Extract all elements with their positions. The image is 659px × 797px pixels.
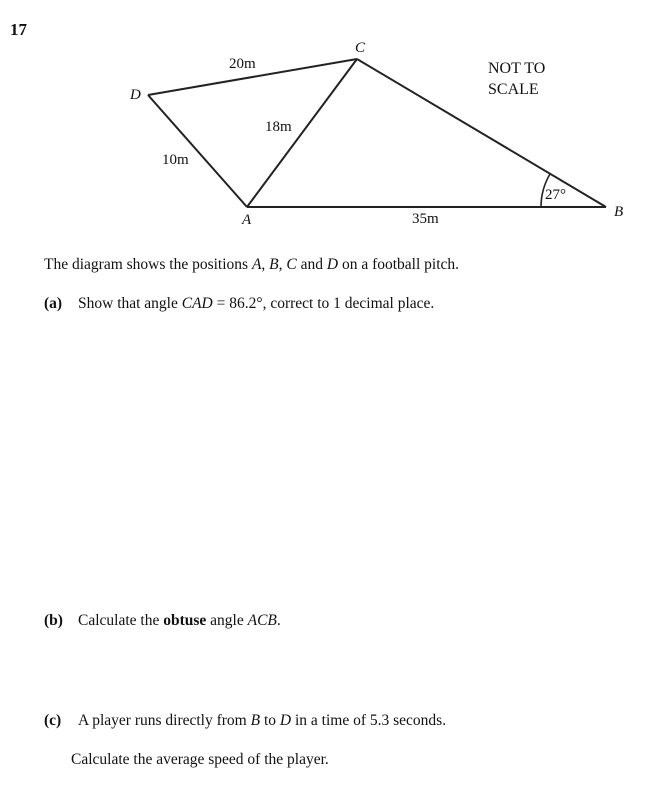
- part-a-end: = 86.2°, correct to 1 decimal place.: [212, 295, 435, 312]
- edge-cb: [357, 59, 606, 207]
- point-label-c: C: [355, 40, 366, 56]
- intro-end: on a football pitch.: [338, 256, 460, 273]
- question-number: 17: [10, 20, 27, 39]
- intro-point-c: C: [286, 256, 297, 273]
- part-c-to: D: [279, 712, 292, 729]
- part-c-start: A player runs directly from: [78, 712, 251, 729]
- length-label-ab: 35m: [412, 211, 439, 227]
- part-b-mid: angle: [206, 612, 248, 629]
- intro-point-a: A: [251, 256, 262, 273]
- intro-sep1: ,: [261, 256, 270, 273]
- point-label-b: B: [614, 204, 624, 220]
- intro-point-d: D: [326, 256, 339, 273]
- part-c-to-word: to: [260, 712, 280, 729]
- not-to-scale-line1: NOT TO: [488, 60, 546, 77]
- not-to-scale-line2: SCALE: [488, 81, 539, 98]
- part-b-end: .: [276, 612, 281, 629]
- intro-and: and: [296, 256, 327, 273]
- part-c-text: [44, 712, 446, 730]
- triangle-diagram: [0, 0, 659, 240]
- edge-da: [148, 95, 247, 207]
- point-label-a: A: [242, 212, 252, 228]
- intro-point-b: B: [269, 256, 279, 273]
- part-b-label: (b): [44, 612, 63, 629]
- intro-text: [44, 256, 459, 274]
- part-c-from: B: [250, 712, 261, 729]
- part-a-start: Show that angle: [78, 295, 182, 312]
- length-label-ac: 18m: [265, 119, 292, 135]
- part-c-line2: Calculate the average speed of the player.: [71, 751, 329, 768]
- part-c-label: (c): [44, 712, 62, 729]
- part-a-label: (a): [44, 295, 63, 312]
- length-label-dc: 20m: [229, 56, 256, 72]
- part-a-angle: CAD: [181, 295, 213, 312]
- part-a-text: [44, 295, 434, 313]
- angle-label-b: 27°: [545, 187, 566, 203]
- part-b-text: [44, 612, 281, 630]
- edge-ac: [247, 59, 357, 207]
- intro-sep2: ,: [278, 256, 287, 273]
- part-b-angle: ACB: [247, 612, 277, 629]
- part-b-start: Calculate the: [78, 612, 164, 629]
- point-label-d: D: [130, 87, 141, 103]
- part-b-bold: obtuse: [163, 612, 207, 629]
- intro-start: The diagram shows the positions: [44, 256, 252, 273]
- length-label-da: 10m: [162, 152, 189, 168]
- part-c-end: in a time of 5.3 seconds.: [291, 712, 447, 729]
